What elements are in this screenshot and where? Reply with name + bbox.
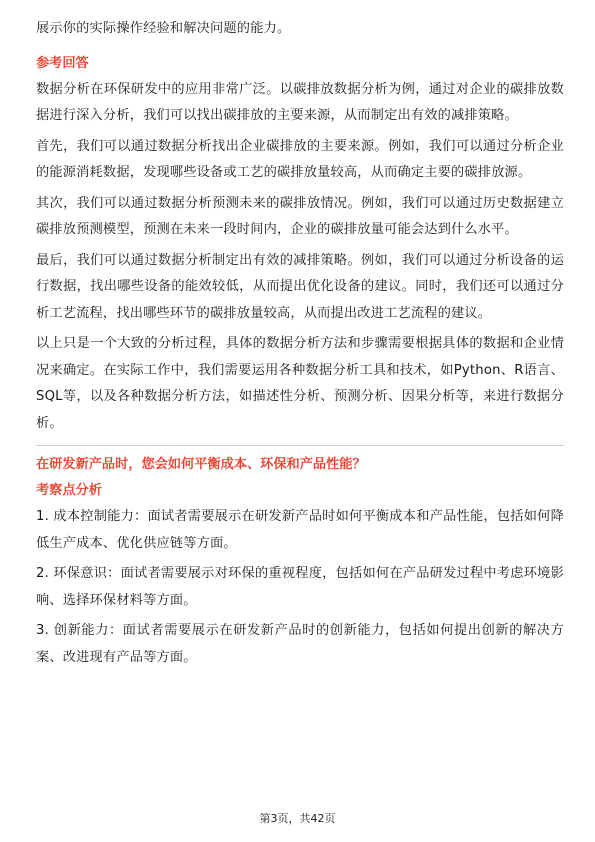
analysis-point-1: 1. 成本控制能力：面试者需要展示在研发新产品时如何平衡成本和产品性能，包括如何降低生产成本、优化供应链等方面。 — [36, 509, 564, 551]
document-page — [36, 16, 564, 675]
analysis-point-3: 3. 创新能力：面试者需要展示在研发新产品时的创新能力，包括如何提出创新的解决方案、改进现有产品等方面。 — [36, 623, 564, 665]
answer-heading: 参考回答 — [36, 55, 89, 71]
answer-paragraph-2: 首先，我们可以通过数据分析找出企业碳排放的主要来源。例如，我们可以通过分析企业的能源消耗数据，发现哪些设备或工艺的碳排放量较高，从而确定主要的碳排放源。 — [36, 138, 564, 180]
answer-paragraph-1: 数据分析在环保研发中的应用非常广泛。以碳排放数据分析为例，通过对企业的碳排放数据进行深入分析，我们可以找出碳排放的主要来源，从而制定出有效的减排策略。 — [36, 81, 564, 123]
section-divider — [36, 445, 564, 446]
question-title: 在研发新产品时，您会如何平衡成本、环保和产品性能？ — [36, 457, 366, 472]
answer-paragraph-4: 最后，我们可以通过数据分析制定出有效的减排策略。例如，我们可以通过分析设备的运行数据，找出哪些设备的能效较低，从而提出优化设备的建议。同时，我们还可以通过分析工艺流程，找出哪些环节的碳排放量较高，从而提出改进工艺流程的建议。 — [36, 252, 564, 321]
answer-paragraph-3: 其次，我们可以通过数据分析预测未来的碳排放情况。例如，我们可以通过历史数据建立碳排放预测模型，预测在未来一段时间内，企业的碳排放量可能会达到什么水平。 — [36, 195, 564, 237]
intro-text: 展示你的实际操作经验和解决问题的能力。 — [36, 21, 291, 36]
analysis-point-2: 2. 环保意识：面试者需要展示对环保的重视程度，包括如何在产品研发过程中考虑环境影响、选择环保材料等方面。 — [36, 566, 564, 608]
page-number: 第3页，共42页 — [259, 812, 336, 825]
answer-paragraph-5: 以上只是一个大致的分析过程，具体的数据分析方法和步骤需要根据具体的数据和企业情况来确定。在实际工作中，我们需要运用各种数据分析工具和技术，如Python、R语言、SQL等，以及各种数据分析方法，如描述性分析、预测分析、因果分析等，来进行数据分析。 — [36, 336, 564, 431]
analysis-heading: 考察点分析 — [36, 483, 102, 498]
